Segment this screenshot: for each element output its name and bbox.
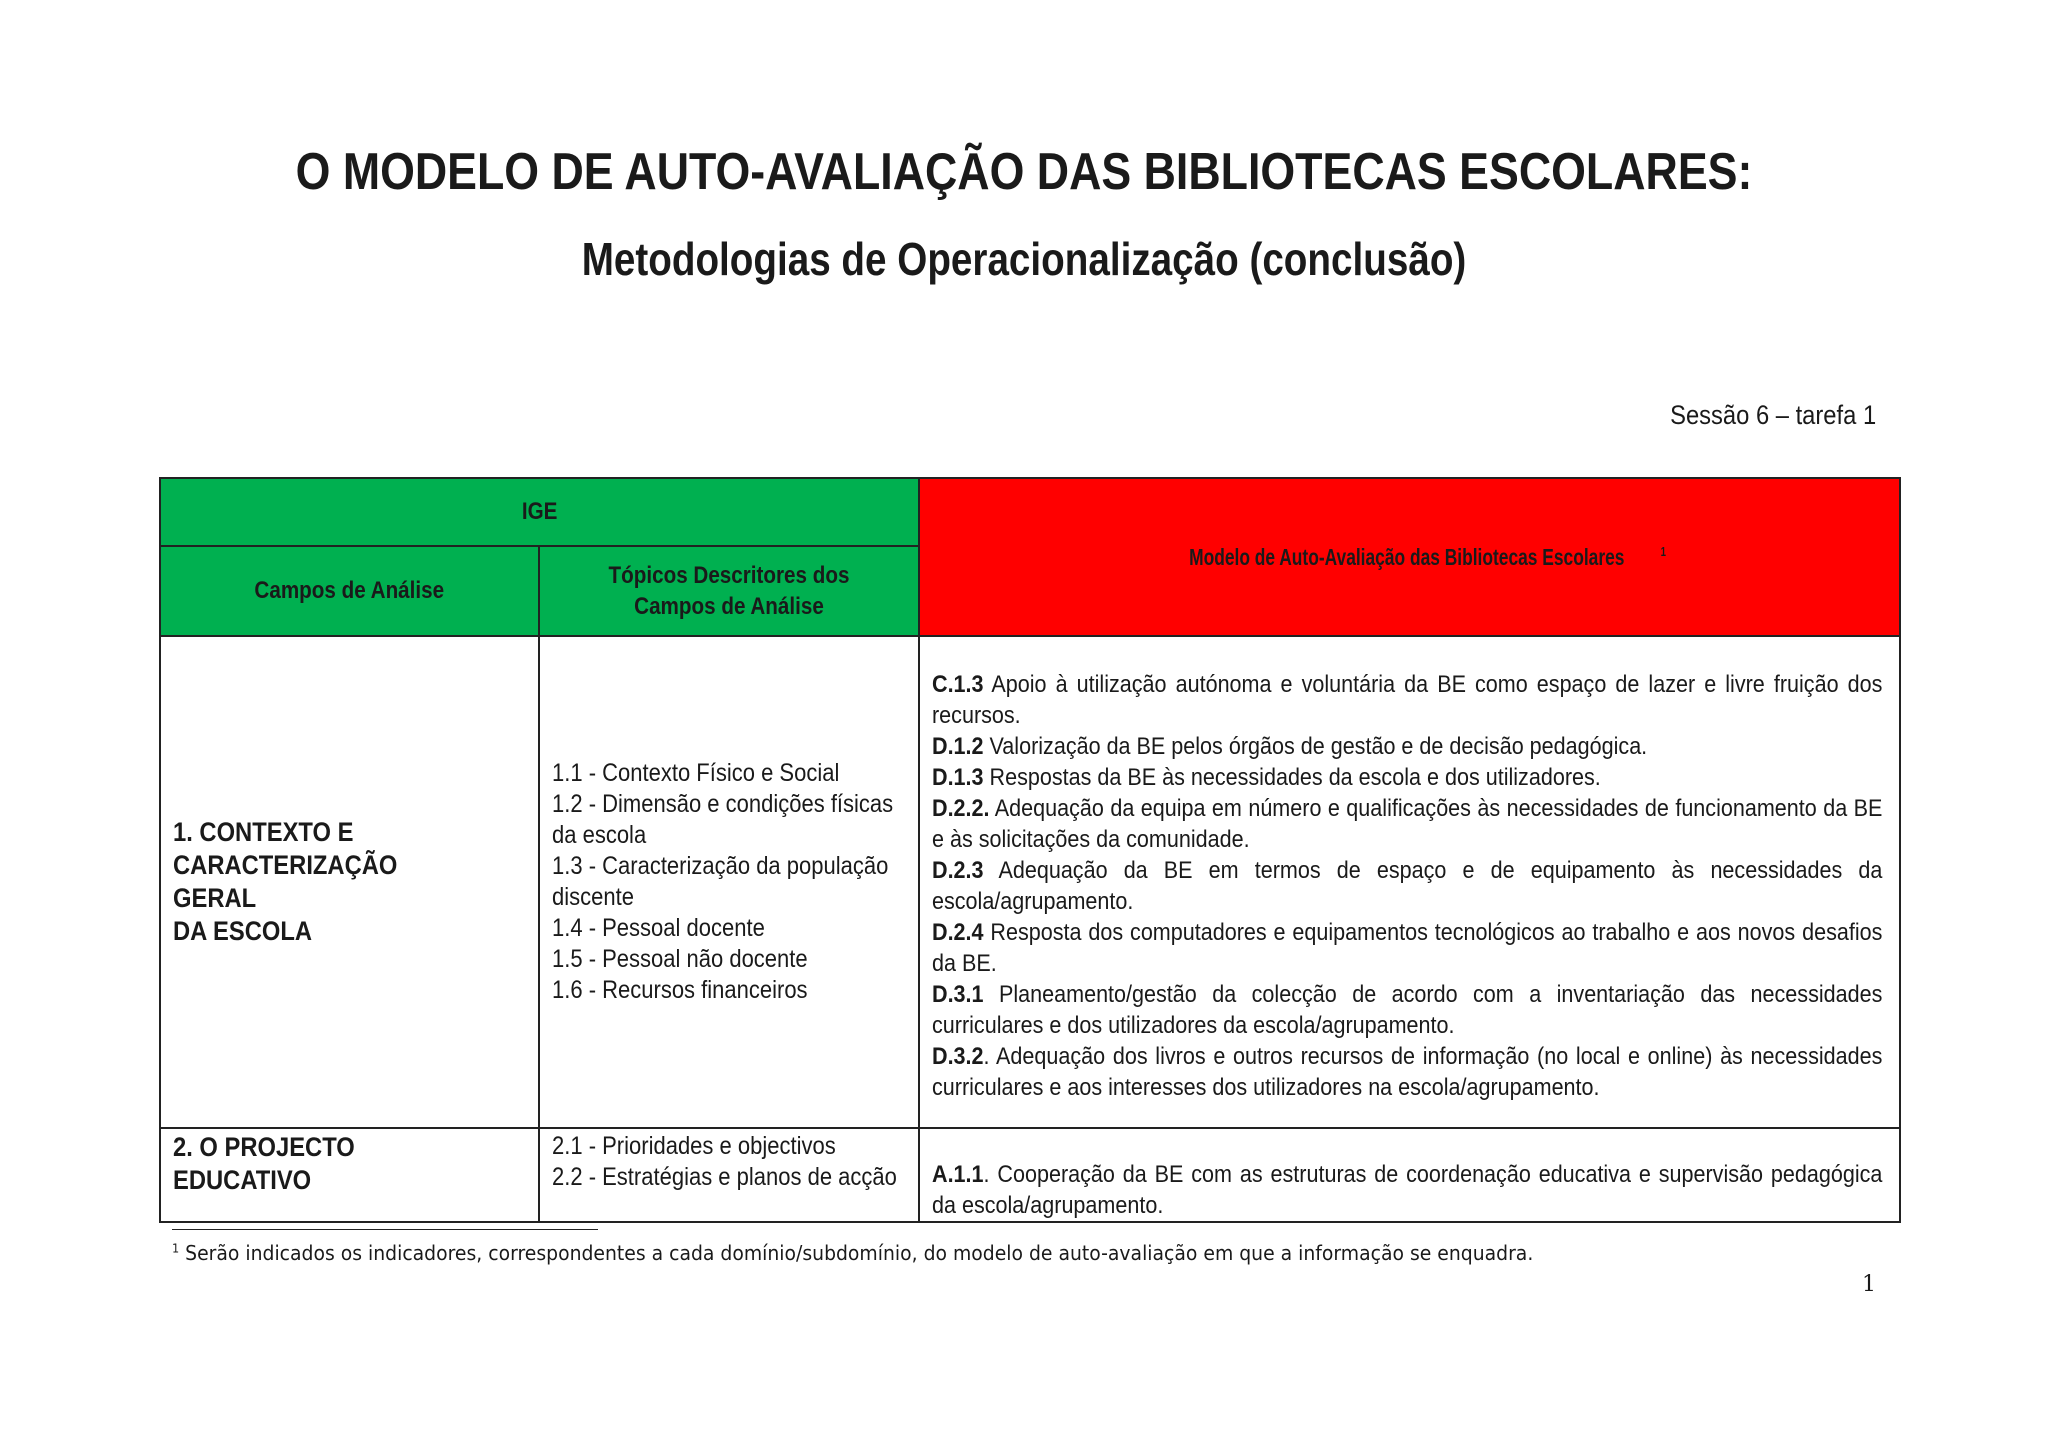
footnote-separator [172, 1229, 598, 1230]
header-ige: IGE [160, 478, 919, 546]
modelo-item: C.1.3 Apoio à utilização autónoma e voluntária da BE como espaço de lazer e livre fruição dos recursos. [932, 671, 1883, 729]
document-title: O MODELO DE AUTO-AVALIAÇÃO DAS BIBLIOTECAS ESCOLARES: [295, 143, 1753, 201]
modelo-item: D.2.3 Adequação da BE em termos de espaço e de equipamento às necessidades da escola/agrupamento. [932, 857, 1883, 915]
modelo-cell [919, 636, 1900, 1128]
session-label: Sessão 6 – tarefa 1 [1669, 400, 1876, 430]
modelo-item: D.1.2 Valorização da BE pelos órgãos de gestão e de decisão pedagógica. [932, 733, 1648, 760]
modelo-cell [919, 1128, 1900, 1222]
footnote: $^1$ Serão indicados os indicadores, correspondentes a cada domínio/subdomínio, do modelo de auto-avaliação em que a informação se enquadra. [172, 1241, 1534, 1265]
topicos-cell: 1.1 - Contexto Físico e Social 1.2 - Dimensão e condições físicas da escola 1.3 - Caracterização da população discente 1.4 - Pessoal docente 1.5 - Pessoal não docente 1.6 - Recursos financeiros [539, 636, 919, 1128]
modelo-item: D.3.1 Planeamento/gestão da colecção de acordo com a inventariação das necessidades curriculares e dos utilizadores da escola/agrupamento. [932, 981, 1883, 1039]
campo-cell: 1. CONTEXTO E CARACTERIZAÇÃO GERAL DA ESCOLA [160, 636, 539, 1128]
modelo-item: A.1.1. Cooperação da BE com as estruturas de coordenação educativa e supervisão pedagógica da escola/agrupamento. [932, 1161, 1883, 1219]
header-topicos: Tópicos Descritores dos Campos de Análise [539, 546, 919, 636]
document-subtitle: Metodologias de Operacionalização (conclusão) [581, 233, 1467, 285]
header-campos: Campos de Análise [160, 546, 539, 636]
modelo-item: D.3.2. Adequação dos livros e outros recursos de informação (no local e online) às necessidades curriculares e aos interesses dos utilizadores na escola/agrupamento. [932, 1043, 1883, 1101]
table-row [160, 1128, 1900, 1222]
campo-cell: 2. O PROJECTO EDUCATIVO [160, 1128, 539, 1222]
evaluation-table [159, 477, 1901, 1223]
page-number: 1 [1862, 1272, 1876, 1297]
header-modelo: Modelo de Auto-Avaliação das Bibliotecas Escolares 1 [919, 478, 1900, 636]
table-row [160, 636, 1900, 1128]
modelo-item: D.2.2. Adequação da equipa em número e qualificações às necessidades de funcionamento da BE e às solicitações da comunidade. [932, 795, 1883, 853]
modelo-item: D.1.3 Respostas da BE às necessidades da escola e dos utilizadores. [932, 764, 1601, 791]
modelo-item: D.2.4 Resposta dos computadores e equipamentos tecnológicos ao trabalho e aos novos desafios da BE. [932, 919, 1883, 977]
topicos-cell: 2.1 - Prioridades e objectivos 2.2 - Estratégias e planos de acção [539, 1128, 919, 1222]
